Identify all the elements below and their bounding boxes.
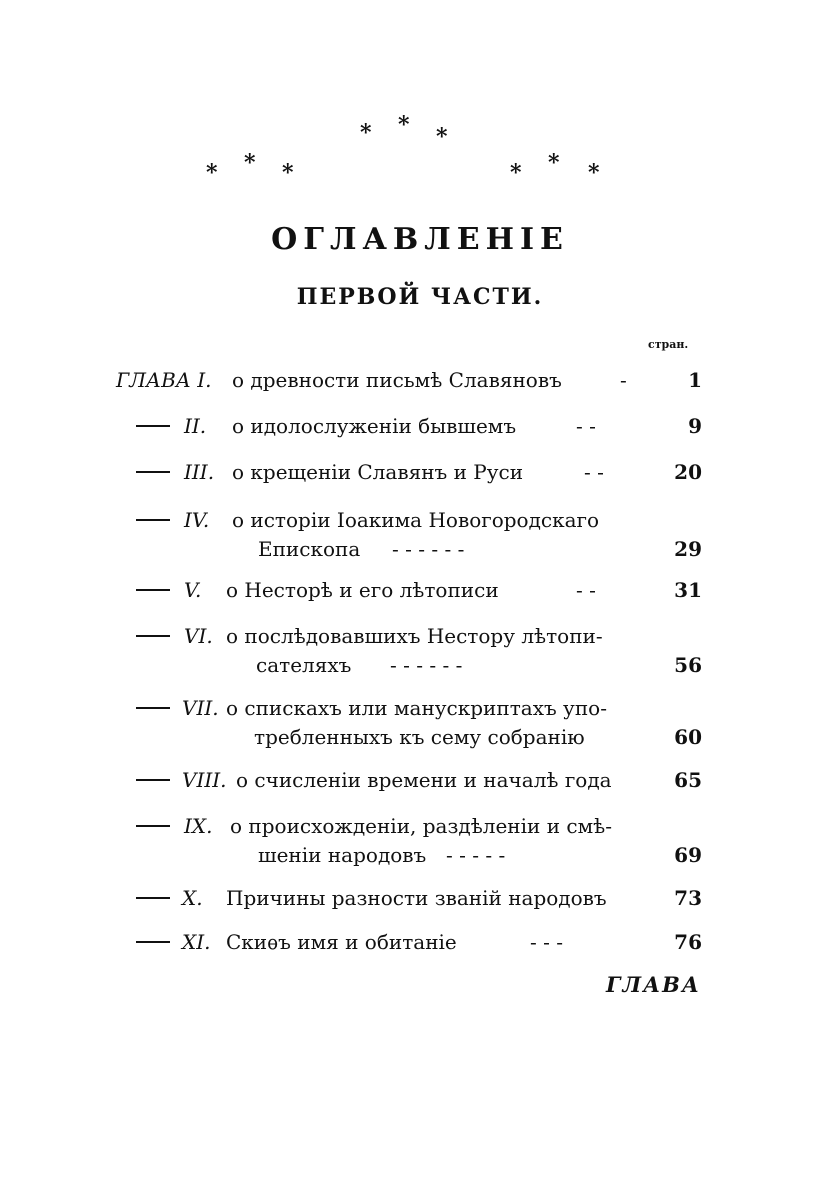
chapter-title: Причины разности званій народовъ [226, 886, 607, 910]
ditto-dash [136, 425, 170, 427]
ditto-dash [136, 635, 170, 637]
page-column-label: стран. [648, 338, 689, 351]
chapter-title-continued: шеніи народовъ [258, 843, 427, 867]
chapter-title-continued: требленныхъ къ сему собранію [254, 725, 585, 749]
ornament-star: * [548, 150, 560, 176]
chapter-number: II. [184, 414, 207, 438]
leader-dots: - - - - - [446, 843, 506, 867]
chapter-title: о Несторѣ и его лѣтописи [226, 578, 499, 602]
page-number: 60 [674, 725, 702, 749]
chapter-number: III. [184, 460, 215, 484]
ornament-star: * [436, 124, 448, 150]
page-number: 20 [674, 460, 702, 484]
catchword: ГЛАВА [606, 972, 702, 997]
page-number: 69 [674, 843, 702, 867]
ditto-dash [136, 941, 170, 943]
page-title: ОГЛАВЛЕНІЕ [271, 222, 569, 257]
chapter-number: IX. [184, 814, 213, 838]
page-number: 76 [674, 930, 702, 954]
chapter-title: о происхожденіи, раздѣленіи и смѣ- [230, 814, 612, 838]
chapter-number: IV. [184, 508, 210, 532]
chapter-title: Скиѳъ имя и обитаніе [226, 930, 457, 954]
ditto-dash [136, 707, 170, 709]
ditto-dash [136, 471, 170, 473]
chapter-title: о древности письмѣ Славяновъ [232, 368, 562, 392]
ditto-dash [136, 779, 170, 781]
page-subtitle: ПЕРВОЙ ЧАСТИ. [296, 284, 544, 310]
chapter-number: ГЛАВА I. [116, 368, 212, 392]
ditto-dash [136, 825, 170, 827]
leader-dots: - - [584, 460, 604, 484]
chapter-number: X. [182, 886, 203, 910]
chapter-number: V. [184, 578, 202, 602]
page-number: 56 [674, 653, 702, 677]
page-number: 73 [674, 886, 702, 910]
ornament-star: * [282, 160, 294, 186]
chapter-title: о крещеніи Славянъ и Руси [232, 460, 524, 484]
chapter-number: VIII. [182, 768, 227, 792]
ornament-star: * [398, 112, 410, 138]
ditto-dash [136, 589, 170, 591]
ditto-dash [136, 519, 170, 521]
ornament-star: * [588, 160, 600, 186]
ornament-star: * [244, 150, 256, 176]
leader-dots: - - [576, 578, 596, 602]
chapter-title: о послѣдовавшихъ Нестору лѣтопи- [226, 624, 603, 648]
leader-dots: - - - [530, 930, 563, 954]
chapter-title: о счисленіи времени и началѣ года [236, 768, 612, 792]
page-number: 1 [688, 368, 702, 392]
chapter-number: VII. [182, 696, 219, 720]
leader-dots: - - [576, 414, 596, 438]
chapter-title-continued: Епископа [258, 537, 361, 561]
leader-dots: - - - - - - [390, 653, 463, 677]
chapter-number: XI. [182, 930, 211, 954]
chapter-title: о спискахъ или манускриптахъ упо- [226, 696, 607, 720]
ditto-dash [136, 897, 170, 899]
chapter-title-continued: сателяхъ [256, 653, 352, 677]
ornament-star: * [206, 160, 218, 186]
chapter-title: о идолослуженіи бывшемъ [232, 414, 517, 438]
page-number: 9 [688, 414, 702, 438]
leader-dots: - - - - - - [392, 537, 465, 561]
ornament-star: * [510, 160, 522, 186]
chapter-title: о исторіи Іоакима Новогородскаго [232, 508, 600, 532]
chapter-number: VI. [184, 624, 213, 648]
ornament-star: * [360, 120, 372, 146]
page-number: 31 [674, 578, 702, 602]
page-number: 65 [674, 768, 702, 792]
leader-dots: - [620, 368, 627, 392]
page-number: 29 [674, 537, 702, 561]
